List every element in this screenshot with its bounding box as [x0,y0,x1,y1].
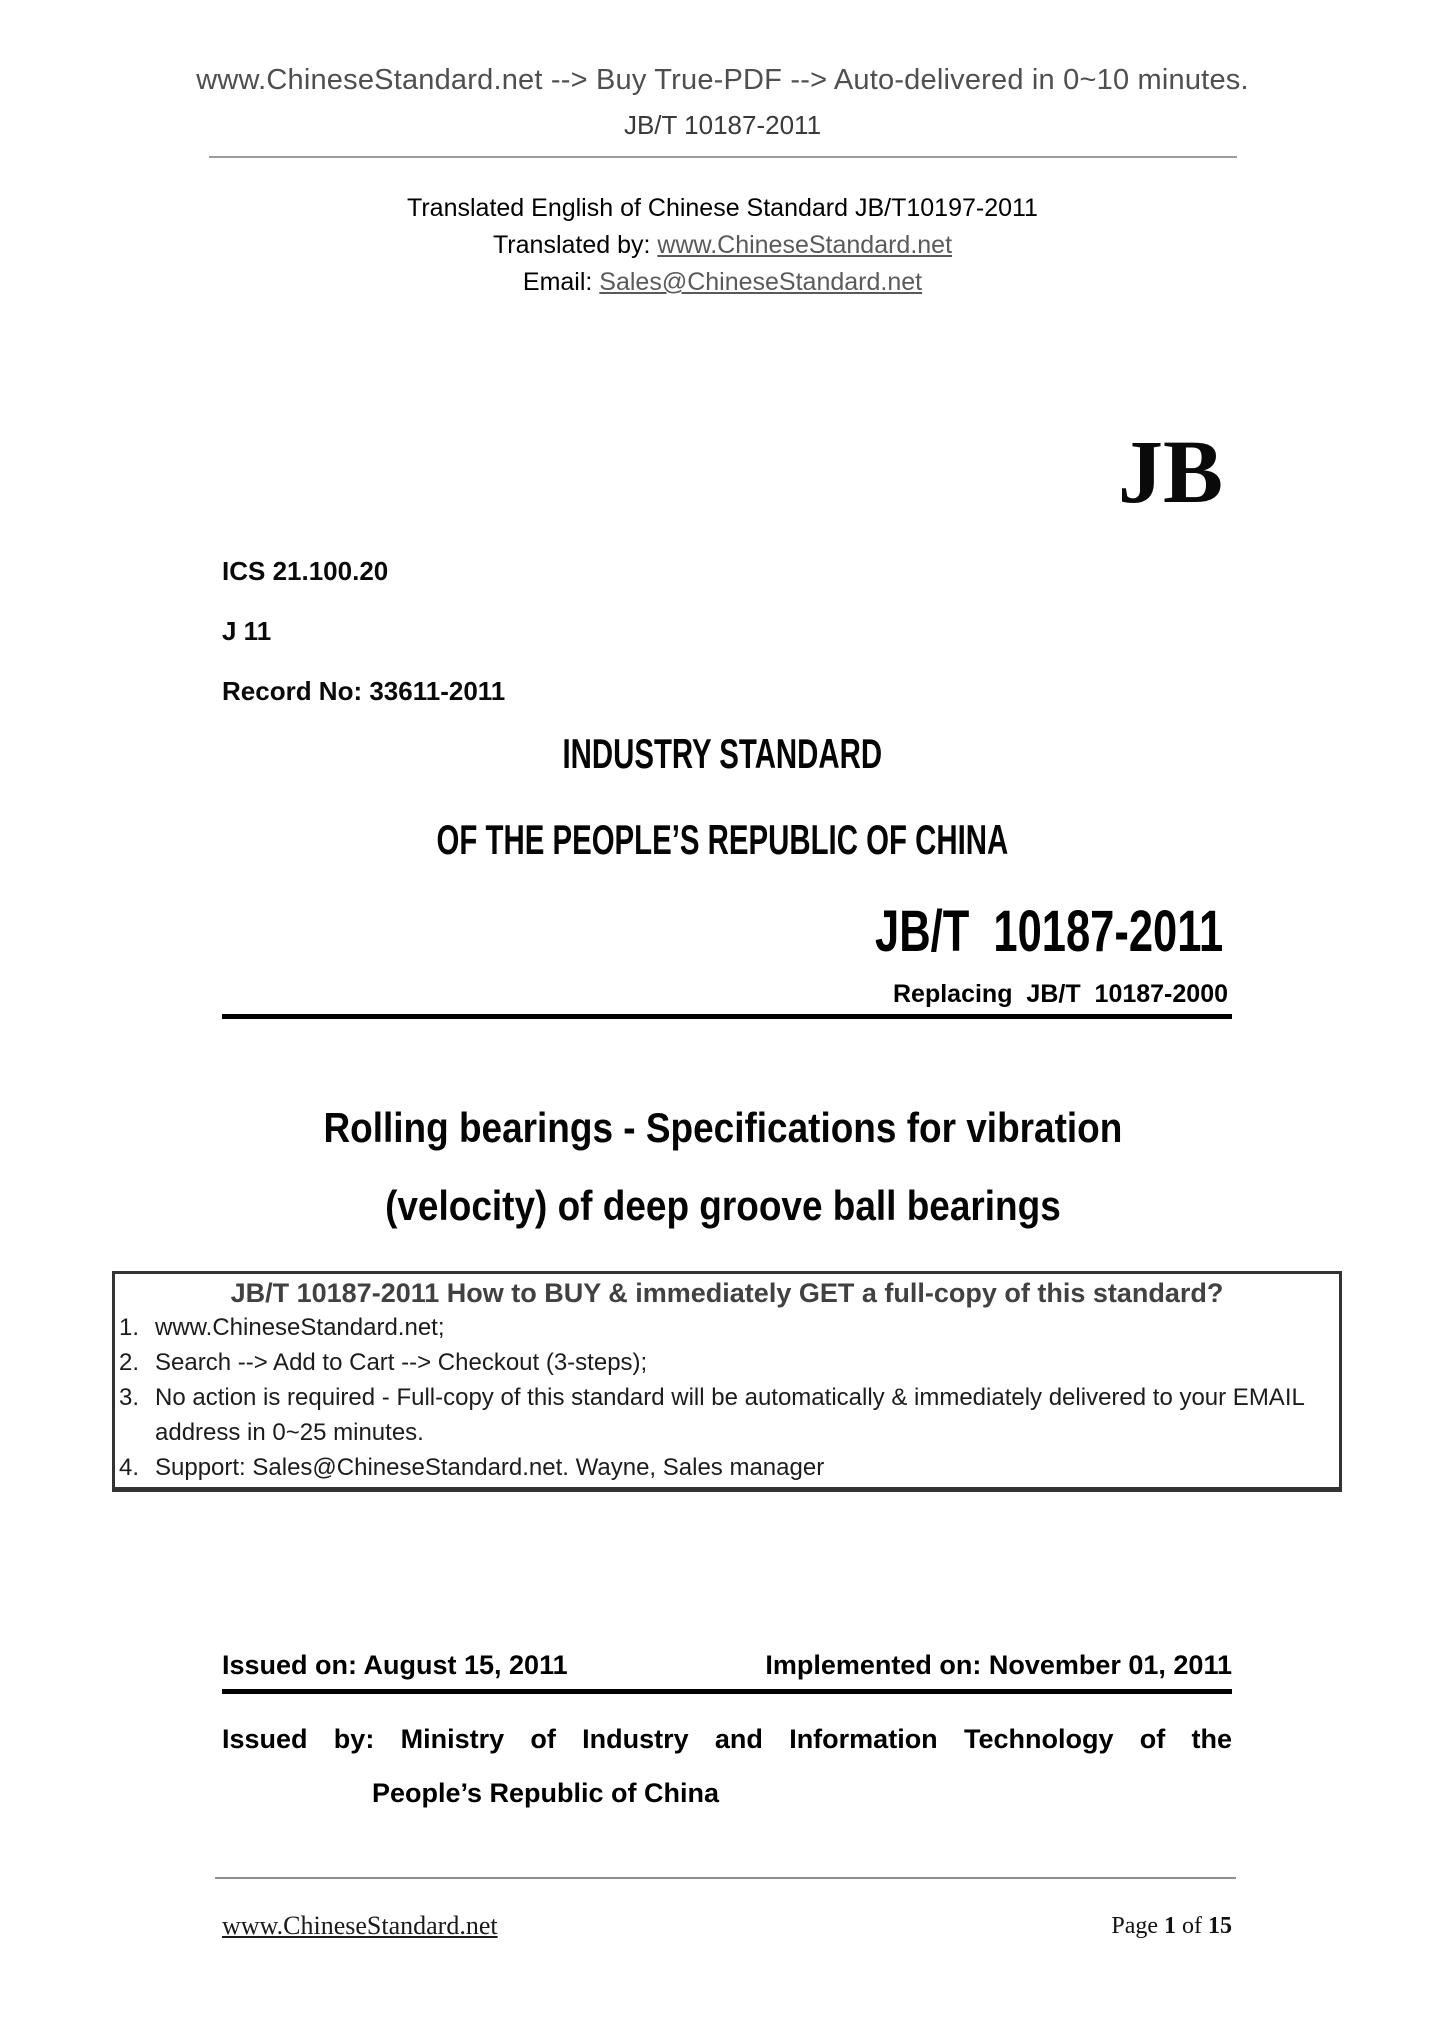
replacing-note: Replacing JB/T 10187-2000 [893,980,1228,1008]
issuer-line1: Issued by: Ministry of Industry and Information Technology of the [222,1724,1232,1754]
jb-logo: JB [1117,423,1223,522]
buy-box-item [119,1345,1335,1380]
item-text: Support: Sales@ChineseStandard.net. Wayne, Sales manager [155,1454,825,1481]
footer-page-prefix: Page [1111,1913,1164,1939]
item-text: Search --> Add to Cart --> Checkout (3-steps); [155,1349,648,1376]
translated-by-link[interactable]: www.ChineseStandard.net [657,231,953,259]
item-number: 2. [119,1349,140,1376]
buy-box [112,1271,1342,1492]
buy-box-item [119,1310,1335,1345]
doc-title-line2-text: (velocity) of deep groove ball bearings [384,1182,1061,1229]
implemented-on: Implemented on: November 01, 2011 [765,1650,1232,1680]
doc-title-line2 [0,1182,1445,1230]
issuer-line2: People’s Republic of China [372,1778,720,1808]
buy-box-item [119,1380,1335,1450]
footer-page-total: 15 [1208,1913,1232,1939]
email-link[interactable]: Sales@ChineseStandard.net [599,268,923,296]
header-promo: www.ChineseStandard.net --> Buy True-PDF --> Auto-delivered in 0~10 minutes. [196,64,1249,96]
header-divider [209,156,1237,158]
footer-site-link[interactable]: www.ChineseStandard.net [222,1911,498,1940]
record-no: Record No: 33611-2011 [222,676,506,706]
item-text: No action is required - Full-copy of this standard will be automatically & immediately delivered to your EMAIL address in 0~25 minutes. [155,1384,1304,1446]
buy-box-heading: JB/T 10187-2011 How to BUY & immediately GET a full-copy of this standard? [230,1278,1224,1308]
standard-type-line1-text: INDUSTRY STANDARD [562,730,883,777]
translated-by-line [0,231,1445,260]
footer-page-indicator [1111,1913,1232,1940]
issued-on: Issued on: August 15, 2011 [222,1650,568,1680]
standard-type-line1 [0,730,1445,778]
buy-box-item [119,1450,1335,1485]
item-text: www.ChineseStandard.net; [155,1314,445,1341]
translated-line: Translated English of Chinese Standard JB/T10197-2011 [407,194,1038,222]
item-number: 4. [119,1454,140,1481]
email-label: Email: [522,268,600,296]
footer-page-of: of [1176,1913,1208,1939]
dates-row [222,1650,1232,1681]
standard-code [759,898,1223,965]
class-code: J 11 [222,616,272,646]
divider-thick-bottom [222,1689,1232,1694]
email-line [0,268,1445,297]
divider-thick-top [222,1014,1232,1019]
item-number: 1. [119,1314,140,1341]
item-number: 3. [119,1384,140,1411]
doc-title-line1 [0,1104,1445,1152]
doc-title-line1-text: Rolling bearings - Specifications for vibration [323,1104,1122,1151]
ics-code: ICS 21.100.20 [222,556,389,586]
standard-type-line2-text: OF THE PEOPLE’S REPUBLIC OF CHINA [436,816,1009,863]
footer-divider [215,1877,1236,1879]
standard-type-line2 [0,816,1445,864]
standard-code-text: JB/T 10187-2011 [874,899,1223,964]
footer-page-current: 1 [1164,1913,1176,1939]
header-doc-code: JB/T 10187-2011 [623,110,822,140]
translated-by-label: Translated by: [492,231,658,259]
